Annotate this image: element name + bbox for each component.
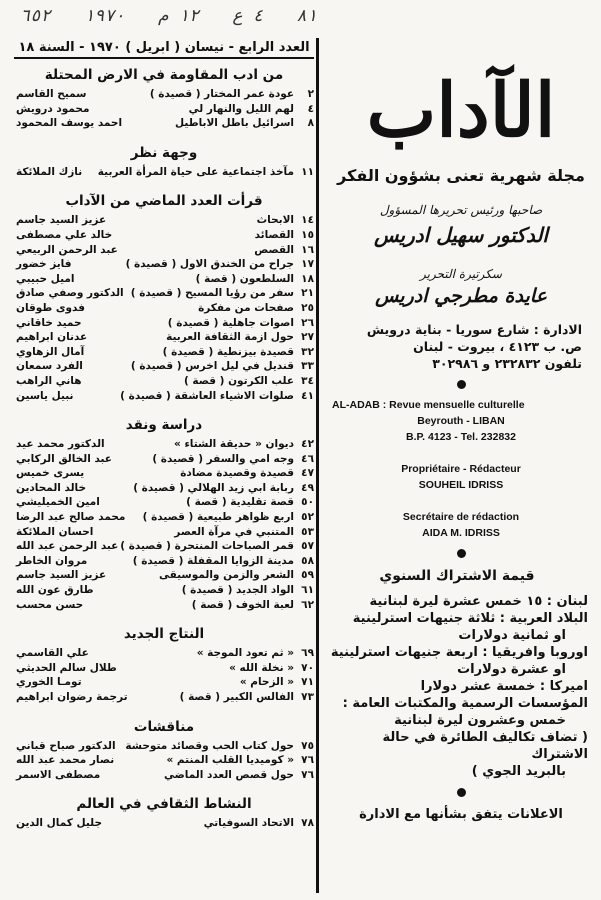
entry-author: مروان الخاطر — [16, 554, 88, 567]
page-number: ١٤ — [301, 214, 314, 227]
toc-entry — [14, 646, 314, 661]
section-heading: دراسة ونقد — [125, 417, 203, 434]
latin-owner-label: Propriétaire - Rédacteur — [401, 463, 521, 475]
latin-owner: SOUHEIL IDRISS — [418, 479, 504, 491]
page-number: ٦٩ — [301, 647, 314, 660]
page-number: ٧٥ — [301, 739, 314, 752]
entry-title: السلطعون ( قصة ) — [195, 272, 294, 285]
entry-title: القصائد — [254, 228, 294, 241]
page-number: ٦٢ — [301, 598, 314, 611]
entry-author: فدوى طوقان — [16, 301, 85, 314]
page-number: ٤٩ — [301, 481, 314, 494]
section-heading: النشاط الثقافي في العالم — [76, 796, 252, 813]
bullet-dot — [457, 788, 466, 797]
page-number: ١٦ — [301, 243, 314, 256]
page-number: ٧٣ — [301, 691, 314, 703]
address-line: ص. ب ٤١٢٣ ، بيروت - لبنان — [413, 339, 582, 354]
entry-author: آمال الزهاوي — [16, 345, 85, 358]
entry-author: الفرد سمعان — [16, 360, 83, 373]
entry-author: جليل كمال الدين — [16, 817, 103, 830]
address-line: الادارة : شارع سوريا - بناية درويش — [366, 322, 582, 337]
page-number: ٦١ — [301, 584, 314, 597]
masthead-column — [326, 40, 596, 895]
entry-title: صفحات من مفكرة — [198, 301, 294, 314]
entry-title: قصيدة وقصيدة مضادة — [180, 467, 294, 480]
page-number: ٣٤ — [301, 374, 314, 387]
entry-author: عزيز السيد جاسم — [16, 569, 107, 582]
entry-author: نصار محمد عبد الله — [16, 754, 115, 767]
page-number: ١١ — [301, 165, 314, 178]
page-number: ٧٦ — [301, 768, 314, 781]
entry-title: حول ازمة الثقافة العربية — [166, 331, 294, 344]
bullet-dot — [457, 380, 466, 389]
toc-entry — [14, 739, 314, 754]
entry-author: عزيز السيد جاسم — [16, 214, 107, 227]
bullet-dot — [457, 549, 466, 558]
toc-entry — [14, 345, 314, 360]
note-part: ١٢ م — [158, 6, 200, 26]
toc-entry — [14, 753, 314, 768]
toc-entry — [14, 116, 314, 131]
toc-entry — [14, 661, 314, 676]
entry-author: هاني الراهب — [16, 374, 82, 387]
owner-name: الدكتور سهيل ادريس — [374, 223, 548, 247]
page-number: ٨ — [307, 117, 314, 130]
toc-entry — [14, 768, 314, 783]
entry-author: عدنان ابراهيم — [16, 331, 88, 344]
entry-author: اميل حبيبي — [16, 272, 75, 285]
entry-title: « الزحام » — [239, 676, 294, 689]
entry-author: حميد خاقاني — [16, 316, 82, 329]
table-of-contents — [14, 67, 314, 831]
toc-entry — [14, 495, 314, 510]
subscription-line: لبنان : ١٥ خمس عشرة ليرة لبنانية — [369, 594, 588, 609]
entry-title: اصوات جاهلية ( قصيدة ) — [167, 316, 294, 329]
note-part: ٤ ع — [232, 6, 264, 26]
toc-entry — [14, 539, 314, 554]
page-number: ٥٩ — [301, 569, 314, 582]
section-heading: قرأت العدد الماضي من الآداب — [65, 193, 263, 210]
page-number: ٧٨ — [301, 817, 314, 830]
page-number: ٤١ — [301, 389, 314, 402]
entry-title: « نخلة الله » — [229, 661, 294, 674]
entry-title: قنديل في ليل اخرس ( قصيدة ) — [130, 360, 294, 373]
toc-entry — [14, 102, 314, 117]
entry-title: مآخذ اجتماعية على حياة المرأة العربية — [97, 165, 294, 178]
entry-author: عبد الرحمن عبد الله — [16, 540, 119, 553]
toc-entry — [14, 568, 314, 583]
toc-entry — [14, 583, 314, 598]
secretary-name: عايدة مطرجي ادريس — [375, 285, 547, 307]
latin-bp: B.P. 4123 - Tel. 232832 — [406, 431, 516, 443]
subscription-block — [326, 568, 596, 780]
page-number: ٣٣ — [301, 360, 314, 373]
entry-title: صلوات الاشياء العاشقة ( قصيدة ) — [120, 389, 294, 402]
entry-title: « كوميديا القلب المنتم » — [166, 754, 294, 767]
toc-entry — [14, 165, 314, 180]
entry-title: الاتحاد السوفياتي — [203, 817, 294, 830]
page-number: ٢ — [307, 88, 314, 100]
note-part: ١٩٧٠ — [83, 6, 125, 26]
column-divider — [316, 38, 319, 893]
magazine-subtitle: مجلة شهرية تعنى بشؤون الفكر — [337, 166, 585, 185]
subscription-heading: قيمة الاشتراك السنوي — [379, 568, 535, 584]
entry-title: ربابة ابي زيد الهلالي ( قصيدة ) — [133, 481, 294, 494]
entry-author: تومـا الخوري — [16, 676, 82, 689]
entry-title: « ثم تعود الموجة » — [196, 647, 294, 660]
page-number: ١٧ — [301, 258, 314, 271]
entry-author: الدكتور صباح قباني — [16, 739, 116, 752]
subscription-line: او ثمانية دولارات — [458, 628, 566, 643]
toc-entry — [14, 481, 314, 496]
latin-name: AL-ADAB : Revue mensuelle culturelle — [332, 399, 525, 411]
latin-city: Beyrouth - LIBAN — [417, 415, 505, 427]
page-number: ٧٦ — [301, 754, 314, 767]
toc-entry — [14, 389, 314, 404]
page-number: ٥٧ — [301, 540, 314, 553]
page-number: ٤٢ — [301, 438, 314, 451]
entry-author: محمد صالح عبد الرضا — [16, 511, 126, 524]
toc-entry — [14, 675, 314, 690]
entry-author: مصطفى الاسمر — [16, 768, 101, 781]
page-number: ٢٦ — [301, 316, 314, 329]
subscription-line: اميركا : خمسة عشر دولارا — [420, 679, 588, 694]
toc-entry — [14, 213, 314, 228]
page-number: ٢١ — [301, 287, 314, 300]
page-number: ٥٢ — [301, 511, 314, 524]
toc-entry — [14, 437, 314, 452]
subscription-line: بالبريد الجوي ) — [471, 764, 566, 779]
note-part: ٨١ — [296, 6, 317, 26]
toc-entry — [14, 690, 314, 705]
toc-entry — [14, 228, 314, 243]
entry-title: سفر من رؤيا المسيح ( قصيدة ) — [130, 287, 294, 300]
entry-author: خالد علي مصطفى — [16, 228, 113, 241]
entry-author: يسرى خميس — [16, 467, 85, 480]
toc-entry — [14, 316, 314, 331]
page-number: ٥٨ — [301, 554, 314, 567]
magazine-title: الآداب — [366, 68, 556, 154]
entry-title: المتنبي في مرآة العصر — [174, 525, 294, 538]
entry-author: نازك الملائكة — [16, 165, 83, 178]
address-line: تلفون ٢٣٢٨٣٢ و ٣٠٢٩٨٦ — [432, 356, 582, 371]
entry-title: الشعر والزمن والموسيقى — [158, 569, 294, 582]
entry-title: لعبة الخوف ( قصة ) — [191, 598, 294, 611]
subscription-line: او عشرة دولارات — [457, 662, 566, 677]
page-number: ٥٠ — [301, 496, 314, 509]
section-heading: مناقشات — [133, 718, 195, 735]
entry-author: عبد الخالق الركابي — [16, 452, 112, 465]
entry-title: جراح من الخندق الاول ( قصيدة ) — [125, 258, 294, 271]
toc-entry — [14, 598, 314, 613]
page-number: ٧١ — [301, 676, 314, 689]
page-number: ٤ — [307, 102, 314, 115]
entry-title: عودة عمر المختار ( قصيدة ) — [149, 88, 294, 100]
handwritten-note — [20, 6, 380, 34]
entry-title: حول قصص العدد الماضي — [164, 768, 294, 781]
latin-block — [326, 397, 596, 541]
entry-author: عبد الرحمن الربيعي — [16, 243, 118, 256]
entry-author: طارق عون الله — [16, 584, 94, 597]
subscription-line: البلاد العربية : ثلاثة جنيهات استرلينية — [352, 611, 588, 626]
ads-note: الاعلانات يتفق بشأنها مع الادارة — [359, 807, 563, 822]
entry-author: نبيل ياسين — [16, 389, 74, 402]
entry-author: احسان الملائكة — [16, 525, 94, 538]
entry-author: خالد المحادين — [16, 481, 87, 494]
entry-author: سميح القاسم — [16, 88, 87, 100]
issue-line: العدد الرابع - نيسان ( ابريل ) ١٩٧٠ - السنة ١٨ — [14, 40, 314, 59]
entry-author: حسن محسب — [16, 598, 84, 611]
entry-title: الفالس الكبير ( قصة ) — [179, 691, 294, 703]
entry-author: طلال سالم الحديثي — [16, 661, 117, 674]
section-heading: وجهة نظر — [130, 144, 198, 161]
page-number: ٣٢ — [301, 345, 314, 358]
toc-entry — [14, 243, 314, 258]
section-heading: من ادب المقاومة في الارض المحتلة — [44, 67, 284, 83]
page-number: ٢٧ — [301, 331, 314, 344]
entry-title: قمر الصباحات المنتحرة ( قصيدة ) — [120, 540, 294, 553]
subscription-line: ( تضاف تكاليف الطائرة في حالة الاشتراك — [382, 730, 588, 762]
entry-author: امين الخميليشي — [16, 496, 100, 509]
toc-entry — [14, 510, 314, 525]
entry-author: الدكتور وصفي صادق — [16, 287, 124, 300]
address-block — [326, 321, 596, 372]
toc-entry — [14, 359, 314, 374]
page-number: ٢٥ — [301, 301, 314, 314]
section-heading: النتاج الجديد — [123, 626, 205, 643]
toc-entry — [14, 466, 314, 481]
page-number: ٤٦ — [301, 452, 314, 465]
toc-entry — [14, 452, 314, 467]
entry-author: احمد يوسف المحمود — [16, 117, 123, 130]
toc-entry — [14, 257, 314, 272]
entry-author: محمود درويش — [16, 102, 90, 115]
entry-title: علب الكرتون ( قصة ) — [183, 374, 294, 387]
entry-title: وجه امي والسفر ( قصيدة ) — [152, 452, 294, 465]
subscription-line: خمس وعشرون ليرة لبنانية — [394, 713, 566, 728]
subscription-line: المؤسسات الرسمية والمكتبات العامة : — [342, 696, 588, 711]
page-number: ١٥ — [301, 228, 314, 241]
entry-title: مدينة الزوايا المقفلة ( قصيدة ) — [132, 554, 294, 567]
entry-title: اسرائيل باطل الاباطيل — [175, 117, 294, 130]
entry-title: قصيدة بيزنطية ( قصيدة ) — [162, 345, 294, 358]
contents-column — [14, 40, 314, 895]
latin-secretary-label: Secrétaire de rédaction — [402, 511, 520, 523]
page-number: ٧٠ — [301, 661, 314, 674]
entry-author: ترجمة رضوان ابراهيم — [16, 691, 128, 703]
toc-entry — [14, 374, 314, 389]
entry-author: فايز خضور — [16, 258, 72, 271]
owner-label: صاحبها ورئيس تحريرها المسؤول — [379, 203, 543, 217]
toc-entry — [14, 816, 314, 831]
entry-title: الابحاث — [256, 214, 294, 227]
entry-title: الواد الجديد ( قصيدة ) — [181, 584, 294, 597]
entry-title: لهم الليل والنهار لي — [188, 102, 294, 115]
page-number: ٤٧ — [301, 467, 314, 480]
subscription-line: اوروبا وافريقيا : اربعة جنيهات استرلينية — [330, 645, 588, 660]
toc-entry — [14, 525, 314, 540]
entry-title: قصة تقليدية ( قصة ) — [186, 496, 294, 509]
entry-author: علي القاسمي — [16, 647, 89, 660]
entry-title: اربع ظواهر طبيعية ( قصيدة ) — [142, 511, 294, 524]
entry-title: القصص — [254, 243, 294, 256]
page-number: ١٨ — [301, 272, 314, 285]
toc-entry — [14, 286, 314, 301]
latin-secretary: AIDA M. IDRISS — [422, 527, 500, 539]
entry-title: ديوان « حديقة الشتاء » — [174, 438, 294, 451]
page-number: ٥٣ — [301, 525, 314, 538]
toc-entry — [14, 330, 314, 345]
toc-entry — [14, 301, 314, 316]
toc-entry — [14, 554, 314, 569]
toc-entry — [14, 272, 314, 287]
toc-entry — [14, 87, 314, 102]
note-part: ٦٥٢ — [20, 6, 51, 26]
entry-title: حول كتاب الحب وقصائد متوحشة — [125, 739, 294, 752]
secretary-label: سكرتيرة التحرير — [420, 267, 502, 281]
entry-author: الدكتور محمد عيد — [16, 438, 105, 451]
